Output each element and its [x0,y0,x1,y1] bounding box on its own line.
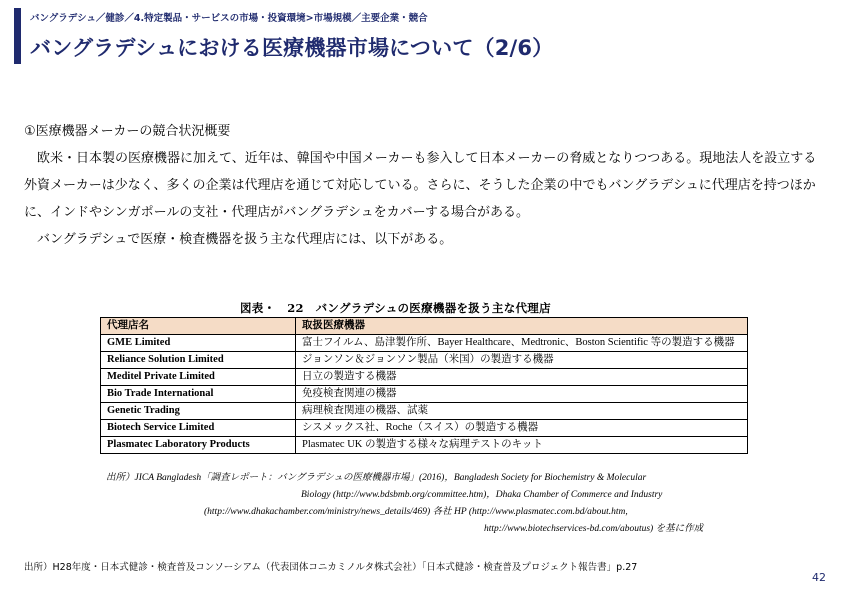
agent-equipment: ジョンソン＆ジョンソン製品（米国）の製造する機器 [296,352,748,369]
agent-name: Bio Trade International [101,386,296,403]
table-row [101,369,748,386]
footer-source: 出所）H28年度・日本式健診・検査普及コンソーシアム（代表団体コニカミノルタ株式会社）「日本式健診・検査普及プロジェクト報告書」p.27 [24,562,638,573]
table-row [101,437,748,454]
figure-source-line: http://www.biotechservices-bd.com/aboutus) を基に作成 [484,524,704,534]
paragraph-agents-intro: バングラデシュで医療・検査機器を扱う主な代理店には、以下がある。 [37,232,453,247]
agent-equipment: 富士フイルム、島津製作所、Bayer Healthcare、Medtronic、Boston Scientific 等の製造する機器 [296,335,748,352]
table-row [101,386,748,403]
figure-source-line: (http://www.dhakachamber.com/ministry/news_details/469) 各社 HP (http://www.plasmatec.com.bd/about.htm, [204,507,628,517]
page-title: バングラデシュにおける医療機器市場について（2/6） [30,36,554,60]
figure-source-line: Biology (http://www.bdsbmb.org/committee.htm)，Dhaka Chamber of Commerce and Industry [301,490,663,500]
table-row [101,403,748,420]
column-header-agent: 代理店名 [101,318,296,335]
paragraph-competition: 欧米・日本製の医療機器に加えて、近年は、韓国や中国メーカーも参入して日本メーカーの脅威となりつつある。現地法人を設立する外資メーカーは少なく、多くの企業は代理店を通じて対応している。さらに、そうした企業の中でもバングラデシュに代理店を持つほかに、インドやシンガポールの支社・代理店がバングラデシュをカバーする場合がある。 [24,151,817,220]
page-number: 42 [812,571,826,584]
agent-name: Meditel Private Limited [101,369,296,386]
agent-equipment: 免疫検査関連の機器 [296,386,748,403]
figure-source-line: 出所）JICA Bangladesh「調査レポート：バングラデシュの医療機器市場」(2016)，Bangladesh Society for Biochemistry & Molecular [106,473,647,483]
agent-equipment: 病理検査関連の機器、試薬 [296,403,748,420]
section-heading: ①医療機器メーカーの競合状況概要 [24,124,231,139]
figure-title: 図表・ 22 バングラデシュの医療機器を扱う主な代理店 [240,301,551,315]
agent-name: Reliance Solution Limited [101,352,296,369]
table-row [101,335,748,352]
agent-name: Biotech Service Limited [101,420,296,437]
column-header-equipment: 取扱医療機器 [296,318,748,335]
breadcrumb: バングラデシュ／健診／4.特定製品・サービスの市場・投資環境>市場規模／主要企業・競合 [30,13,428,24]
agent-name: GME Limited [101,335,296,352]
agent-equipment: シスメックス社、Roche（スイス）の製造する機器 [296,420,748,437]
figure-source [106,470,746,538]
table-row [101,352,748,369]
title-accent-bar [14,8,21,64]
agents-table [100,317,748,454]
table-row [101,420,748,437]
agent-equipment: 日立の製造する機器 [296,369,748,386]
agent-name: Plasmatec Laboratory Products [101,437,296,454]
table-header-row [101,318,748,335]
agent-equipment: Plasmatec UK の製造する様々な病理テストのキット [296,437,748,454]
agent-name: Genetic Trading [101,403,296,420]
body-text [24,118,824,253]
